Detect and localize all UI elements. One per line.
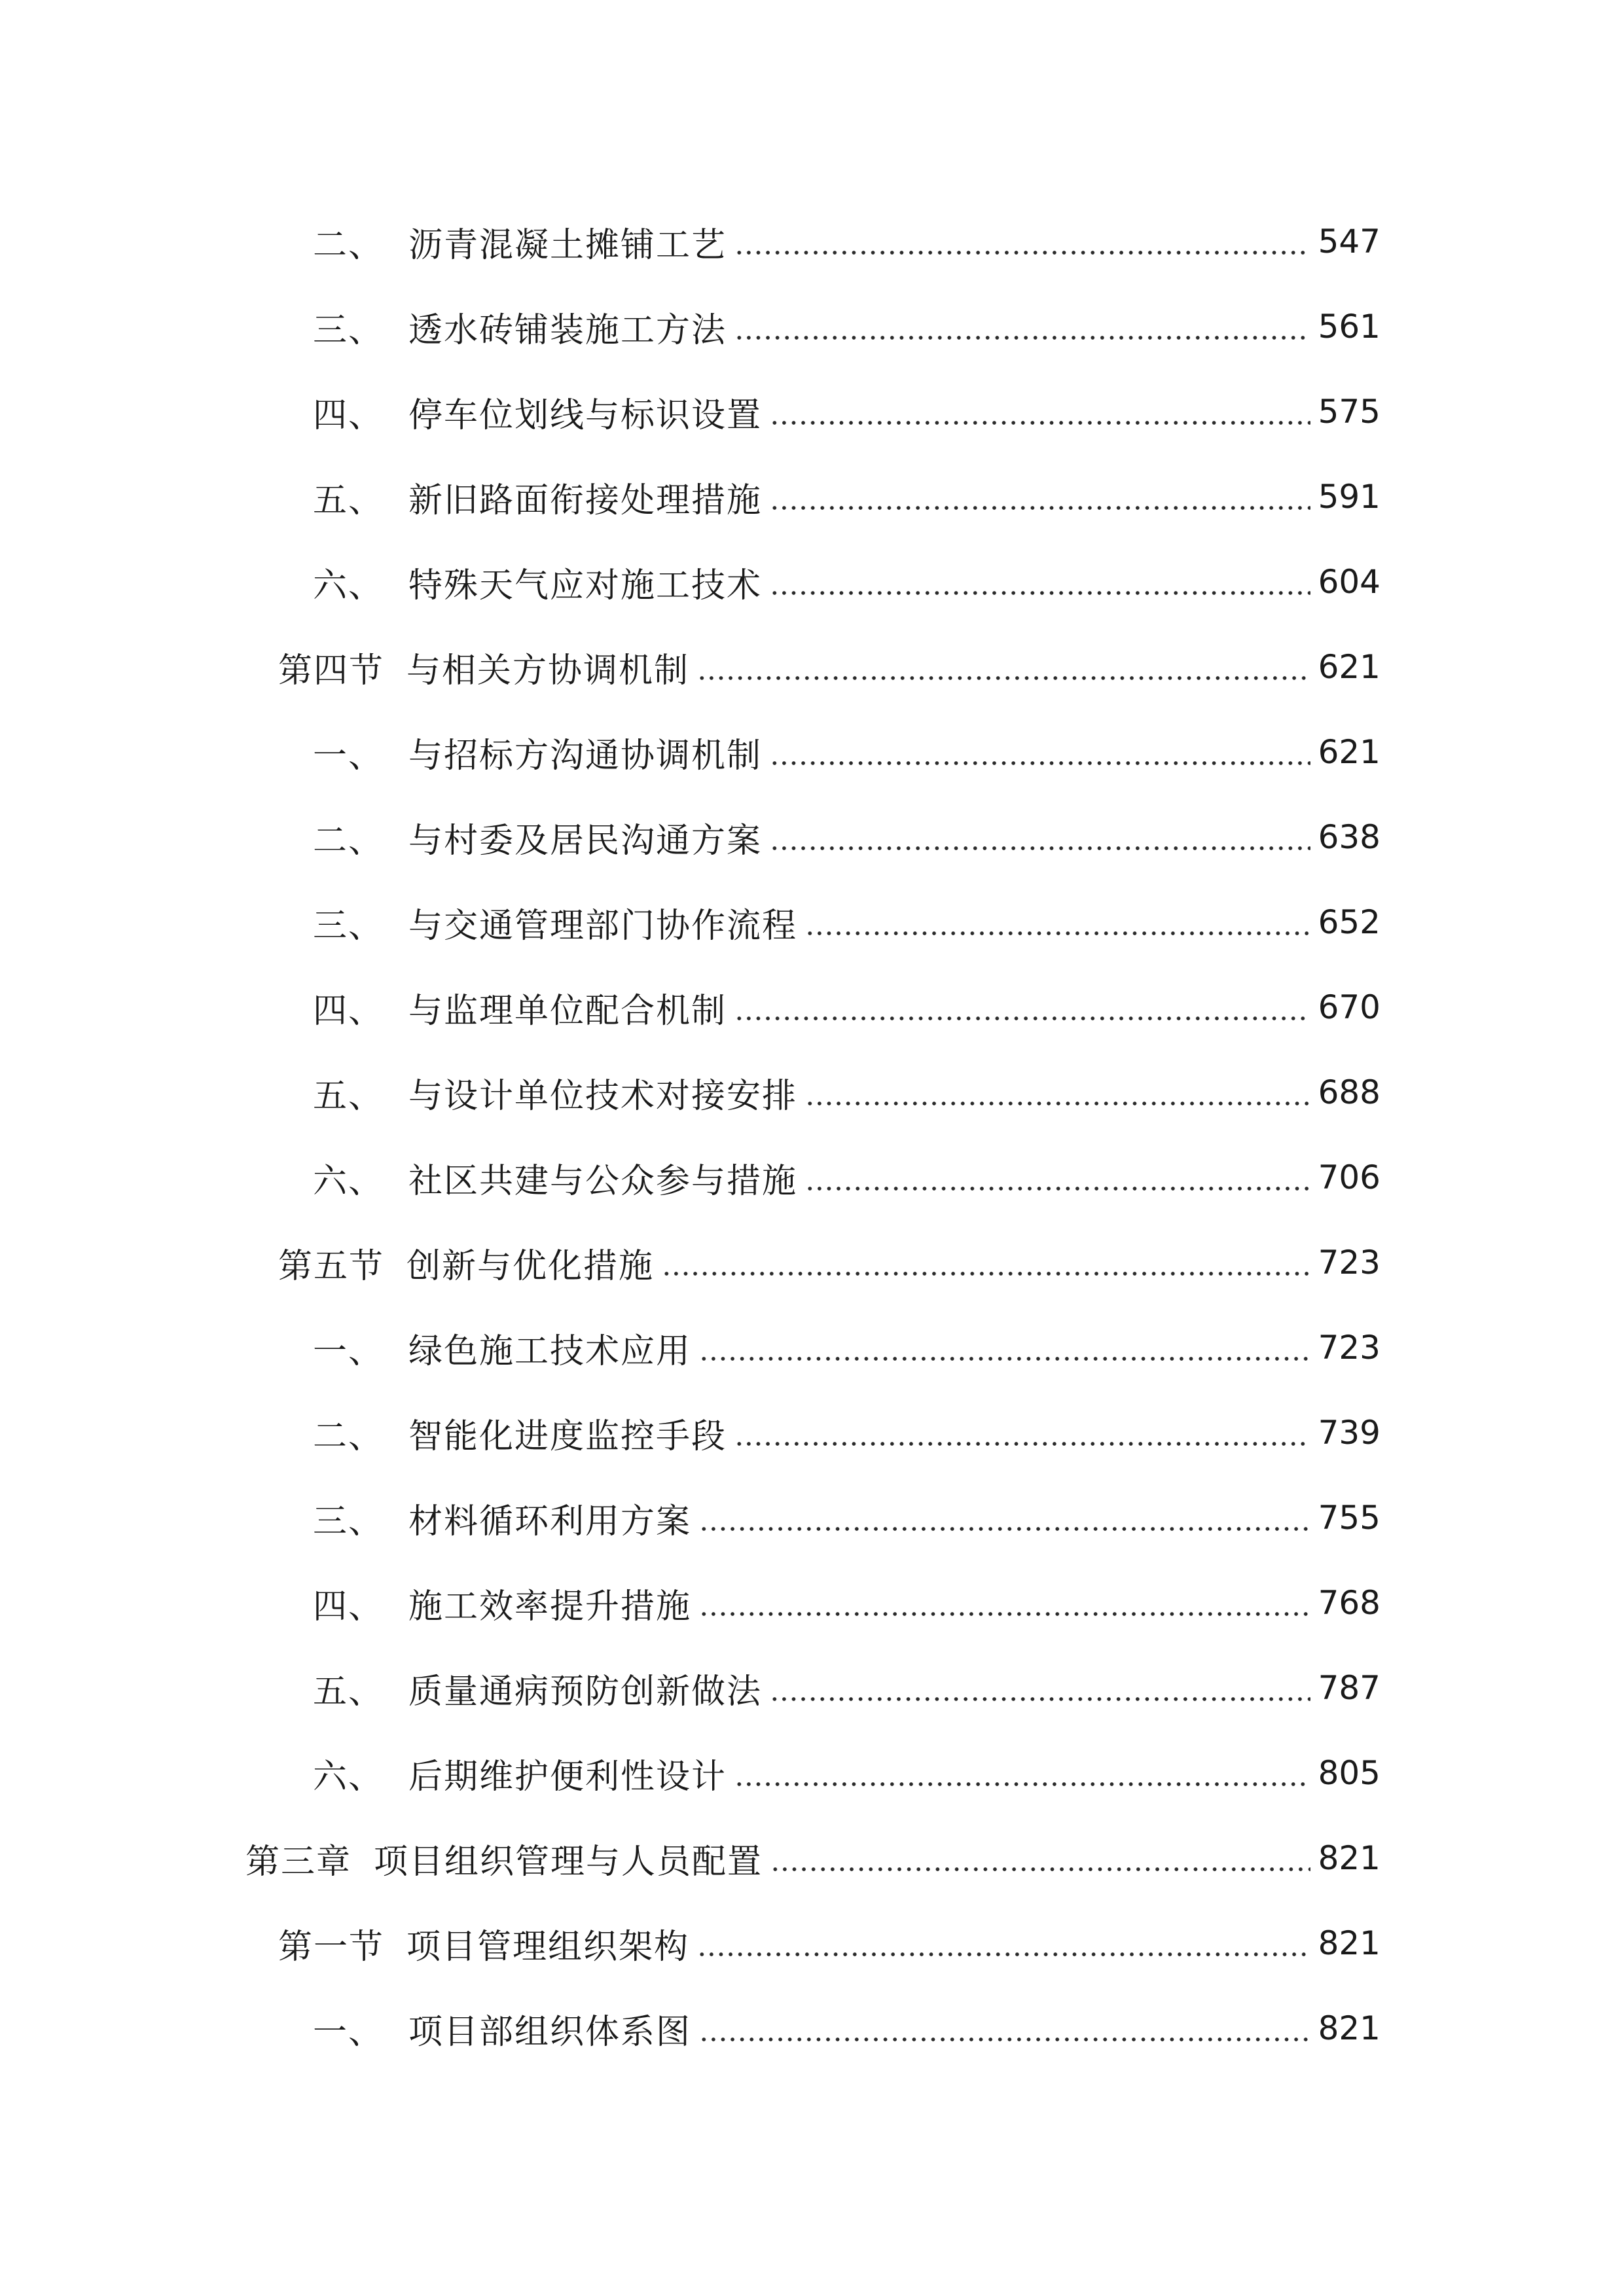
dot-leader [770, 480, 1310, 514]
toc-entry-number: 一、 [313, 736, 384, 776]
toc-entry-text [313, 728, 762, 777]
toc-page-number: 768 [1318, 1584, 1380, 1622]
toc-entry-number: 三、 [313, 310, 384, 350]
toc-page-number: 821 [1318, 2009, 1380, 2047]
toc-entry[interactable] [0, 1645, 1624, 1731]
toc-entry[interactable] [0, 624, 1624, 709]
dot-leader [734, 1416, 1310, 1450]
toc-entry-text [313, 1068, 797, 1117]
toc-entry-text [313, 898, 797, 947]
toc-page-number: 688 [1318, 1073, 1380, 1111]
toc-page-number: 821 [1318, 1924, 1380, 1962]
toc-entry-title: 项目组织管理与人员配置 [374, 1842, 763, 1882]
toc-page-number: 723 [1318, 1244, 1380, 1282]
toc-entry-number: 六、 [313, 1161, 384, 1201]
toc-entry[interactable] [0, 1986, 1624, 2071]
toc-entry-number: 第五节 [278, 1246, 385, 1286]
toc-entry-text [313, 813, 762, 862]
toc-entry-number: 五、 [313, 1672, 384, 1712]
toc-entry-text [313, 1408, 727, 1458]
toc-entry-title: 绿色施工技术应用 [408, 1331, 692, 1371]
toc-entry-title: 项目部组织体系图 [408, 2012, 692, 2052]
toc-entry[interactable] [0, 1475, 1624, 1560]
toc-entry-title: 质量通病预防创新做法 [408, 1672, 763, 1712]
toc-entry-text [313, 1153, 797, 1202]
toc-entry-text [278, 1919, 689, 1968]
toc-page-number: 561 [1318, 308, 1380, 346]
dot-leader [697, 1926, 1310, 1960]
toc-entry-number: 六、 [313, 1757, 384, 1797]
toc-entry-number: 二、 [313, 225, 384, 265]
toc-page-number: 652 [1318, 903, 1380, 941]
toc-entry-text [313, 1579, 691, 1628]
toc-entry-number: 四、 [313, 395, 384, 435]
toc-entry-text [313, 1664, 762, 1713]
toc-page-number: 755 [1318, 1499, 1380, 1537]
toc-entry-number: 第三章 [245, 1842, 352, 1882]
toc-page-number: 723 [1318, 1329, 1380, 1367]
toc-entry-text [313, 302, 727, 351]
toc-entry-title: 与交通管理部门协作流程 [408, 906, 798, 946]
toc-entry-text [245, 1834, 763, 1883]
toc-page-number: 739 [1318, 1414, 1380, 1452]
toc-entry-title: 沥青混凝土摊铺工艺 [408, 225, 727, 265]
toc-page-number: 670 [1318, 988, 1380, 1026]
toc-entry-text [313, 217, 727, 266]
toc-page-number: 591 [1318, 478, 1380, 516]
toc-entry-text [313, 387, 762, 437]
toc-page-number: 547 [1318, 223, 1380, 260]
toc-entry[interactable] [0, 1560, 1624, 1645]
toc-entry-title: 与村委及居民沟通方案 [408, 821, 763, 861]
toc-entry[interactable] [0, 1816, 1624, 1901]
dot-leader [770, 735, 1310, 769]
toc-entry-text [313, 558, 762, 607]
toc-entry[interactable] [0, 454, 1624, 539]
toc-entry-number: 五、 [313, 480, 384, 520]
toc-entry[interactable] [0, 709, 1624, 795]
toc-page-number: 706 [1318, 1158, 1380, 1196]
toc-entry-title: 社区共建与公众参与措施 [408, 1161, 798, 1201]
toc-entry-number: 第四节 [278, 651, 385, 691]
toc-page-number: 621 [1318, 733, 1380, 771]
toc-entry-number: 六、 [313, 565, 384, 605]
toc-entry-title: 创新与优化措施 [406, 1246, 655, 1286]
dot-leader [699, 2011, 1310, 2045]
toc-entry[interactable] [0, 1390, 1624, 1475]
toc-entry[interactable] [0, 1731, 1624, 1816]
dot-leader [662, 1246, 1310, 1280]
toc-entry[interactable] [0, 1050, 1624, 1135]
toc-entry-number: 三、 [313, 1501, 384, 1541]
toc-entry-title: 智能化进度监控手段 [408, 1416, 727, 1456]
toc-entry-number: 二、 [313, 1416, 384, 1456]
toc-entry-title: 后期维护便利性设计 [408, 1757, 727, 1797]
toc-page-number: 604 [1318, 563, 1380, 601]
toc-entry[interactable] [0, 795, 1624, 880]
dot-leader [734, 224, 1310, 259]
dot-leader [734, 1756, 1310, 1790]
toc-page-number: 638 [1318, 818, 1380, 856]
toc-entry-title: 材料循环利用方案 [408, 1501, 692, 1541]
toc-entry-number: 四、 [313, 991, 384, 1031]
dot-leader [734, 990, 1310, 1024]
toc-page-number: 787 [1318, 1669, 1380, 1707]
dot-leader [770, 395, 1310, 429]
toc-entry[interactable] [0, 965, 1624, 1050]
toc-entry[interactable] [0, 369, 1624, 454]
toc-entry-number: 一、 [313, 2012, 384, 2052]
toc-entry-title: 项目管理组织架构 [406, 1927, 690, 1967]
toc-entry-text [313, 983, 727, 1032]
dot-leader [805, 905, 1310, 939]
dot-leader [770, 565, 1310, 599]
toc-entry[interactable] [0, 199, 1624, 284]
table-of-contents [0, 199, 1624, 2071]
dot-leader [699, 1586, 1310, 1620]
toc-entry[interactable] [0, 1220, 1624, 1305]
toc-entry-number: 一、 [313, 1331, 384, 1371]
toc-entry-title: 透水砖铺装施工方法 [408, 310, 727, 350]
dot-leader [697, 650, 1310, 684]
toc-entry-title: 施工效率提升措施 [408, 1587, 692, 1626]
toc-page-number: 575 [1318, 393, 1380, 431]
toc-entry[interactable] [0, 1901, 1624, 1986]
toc-entry-text [278, 1238, 654, 1287]
toc-entry-text [313, 473, 762, 522]
dot-leader [770, 1671, 1310, 1705]
toc-entry-title: 与招标方沟通协调机制 [408, 736, 763, 776]
toc-entry-number: 五、 [313, 1076, 384, 1116]
toc-entry-title: 特殊天气应对施工技术 [408, 565, 763, 605]
toc-entry-number: 二、 [313, 821, 384, 861]
toc-entry-title: 与设计单位技术对接安排 [408, 1076, 798, 1116]
toc-entry-text [278, 643, 689, 692]
dot-leader [770, 820, 1310, 854]
dot-leader [805, 1075, 1310, 1109]
toc-entry-number: 第一节 [278, 1927, 385, 1967]
dot-leader [770, 1841, 1310, 1875]
toc-entry[interactable] [0, 284, 1624, 369]
toc-entry-text [313, 1749, 727, 1798]
toc-page-number: 821 [1318, 1839, 1380, 1877]
toc-entry-text [313, 1494, 691, 1543]
toc-entry[interactable] [0, 880, 1624, 965]
toc-entry-title: 与监理单位配合机制 [408, 991, 727, 1031]
dot-leader [699, 1501, 1310, 1535]
toc-entry-title: 停车位划线与标识设置 [408, 395, 763, 435]
toc-page-number: 805 [1318, 1754, 1380, 1792]
toc-entry-title: 新旧路面衔接处理措施 [408, 480, 763, 520]
dot-leader [734, 310, 1310, 344]
toc-entry[interactable] [0, 1135, 1624, 1220]
toc-entry-text [313, 2004, 691, 2053]
toc-page-number: 621 [1318, 648, 1380, 686]
toc-entry-number: 三、 [313, 906, 384, 946]
toc-entry[interactable] [0, 539, 1624, 624]
toc-entry-number: 四、 [313, 1587, 384, 1626]
toc-entry[interactable] [0, 1305, 1624, 1390]
toc-entry-text [313, 1323, 691, 1372]
dot-leader [805, 1160, 1310, 1194]
dot-leader [699, 1331, 1310, 1365]
toc-entry-title: 与相关方协调机制 [406, 651, 690, 691]
